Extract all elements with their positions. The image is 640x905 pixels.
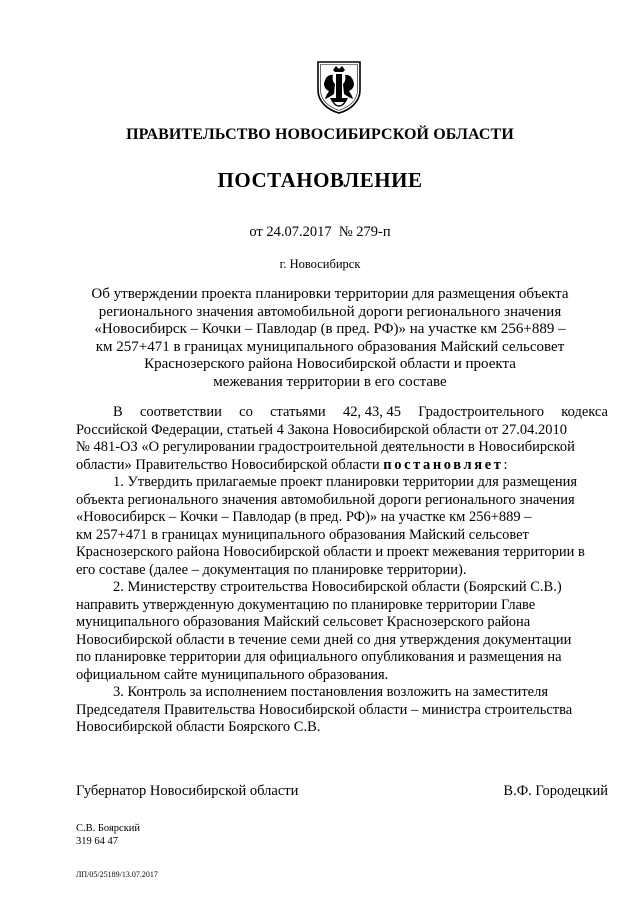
resolution-item-1: 1. Утвердить прилагаемые проект планировки территории для размещения объекта регионального значения автомобильной дороги регионального значения «Новосибирск – Кочки – Павлодар (в пред. РФ)» на участке км 256+889 – км 257+471 в границах муниципального образования Майский сельсовет Краснозерского района Новосибирской области и проект межевания территории в его составе (далее – документация по планировке территории).	[76, 474, 585, 578]
subject-line: Об утверждении проекта планировки территории для размещения объекта	[91, 286, 569, 302]
subject-line: км 257+471 в границах муниципального образования Майский сельсовет	[95, 338, 565, 355]
subject-line: межевания территории в его составе	[213, 373, 447, 390]
resolution-keyword: постановляет	[383, 456, 504, 473]
novosibirsk-coat-of-arms-icon	[316, 60, 362, 114]
preamble-line: № 481-ОЗ «О регулировании градостроительной деятельности в Новосибирской	[76, 439, 575, 455]
document-type-title: ПОСТАНОВЛЕНИЕ	[217, 168, 423, 192]
resolution-item-2: 2. Министерству строительства Новосибирской области (Боярский С.В.) направить утвержденную документацию по планировке территории Главе муниципального образования Майский сельсовет Краснозерского района Новосибирской области в течение семи дней со дня утверждения документации по планировке территории для официального опубликования и размещения на официальном сайте муниципального образования.	[76, 579, 572, 683]
signatory-name: В.Ф. Городецкий	[503, 783, 608, 799]
executor-name: С.В. Боярский	[76, 823, 141, 834]
executor-block	[76, 822, 140, 848]
organization-title: ПРАВИТЕЛЬСТВО НОВОСИБИРСКОЙ ОБЛАСТИ	[126, 126, 514, 143]
subject-line: «Новосибирск – Кочки – Павлодар (в пред. РФ)» на участке км 256+889 –	[94, 321, 566, 338]
document-code: ЛП/05/25189/13.07.2017	[76, 870, 158, 879]
document-city: г. Новосибирск	[279, 257, 361, 271]
preamble-line: Российской Федерации, статьей 4 Закона Новосибирской области от 27.04.2010	[76, 421, 567, 438]
document-body	[76, 404, 608, 737]
document-date-number: от 24.07.2017 № 279-п	[249, 224, 391, 240]
preamble-line: В соответствии со статьями 42, 43, 45 Градостроительного кодекса	[113, 404, 608, 420]
subject-line: регионального значения автомобильной дороги регионального значения	[98, 303, 562, 320]
resolution-item-3: 3. Контроль за исполнением постановления возложить на заместителя Председателя Правительства Новосибирской области – министра строительства Новосибирской области Боярского С.В.	[76, 684, 573, 735]
subject-line: Краснозерского района Новосибирской области и проекта	[144, 356, 516, 373]
signatory-title: Губернатор Новосибирской области	[76, 783, 299, 799]
preamble-line: области» Правительство Новосибирской области постановляет:	[76, 456, 508, 473]
document-subject	[80, 286, 580, 392]
executor-phone: 319 64 47	[76, 836, 118, 847]
